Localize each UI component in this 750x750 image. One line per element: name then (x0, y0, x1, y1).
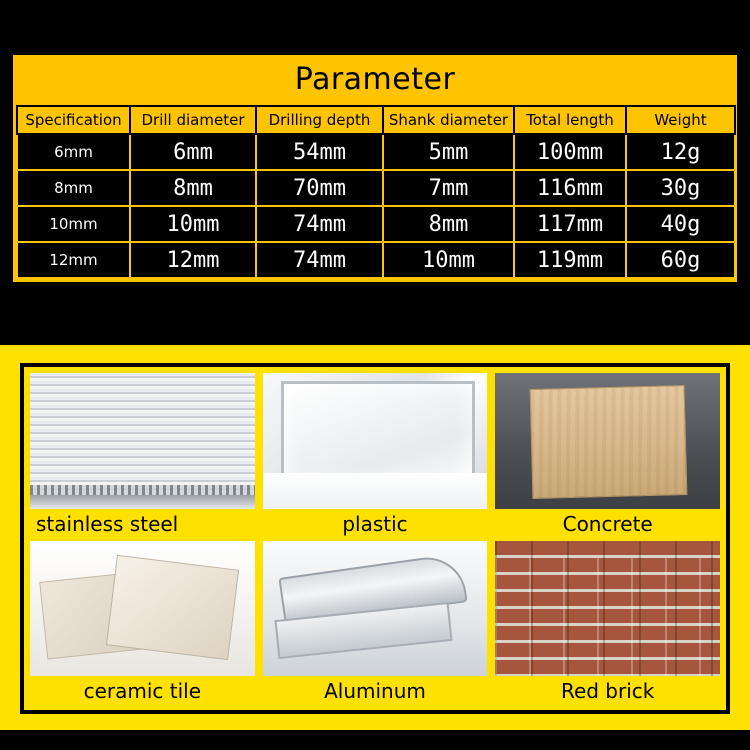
table-row (17, 170, 735, 206)
application-item-plastic (263, 373, 488, 537)
cell-specification: 12mm (17, 242, 130, 278)
column-header-drilling-depth: Drilling depth (256, 106, 383, 134)
cell-drill-diameter: 8mm (130, 170, 256, 206)
aluminum-photo (263, 541, 488, 677)
cell-total-length: 100mm (514, 134, 626, 170)
table-row (17, 242, 735, 278)
cell-shank-diameter: 7mm (383, 170, 514, 206)
column-header-weight: Weight (626, 106, 735, 134)
column-header-specification: Specification (17, 106, 130, 134)
cell-drill-diameter: 12mm (130, 242, 256, 278)
application-label: Red brick (560, 679, 655, 703)
cell-weight: 60g (626, 242, 735, 278)
concrete-photo (495, 373, 720, 509)
cell-specification: 8mm (17, 170, 130, 206)
cell-drilling-depth: 70mm (256, 170, 383, 206)
application-label: stainless steel (36, 511, 179, 536)
cell-total-length: 117mm (514, 206, 626, 242)
cell-drilling-depth: 74mm (256, 206, 383, 242)
applications-grid (30, 373, 720, 704)
cell-weight: 30g (626, 170, 735, 206)
application-item-ceramic-tile (30, 541, 255, 705)
cell-specification: 6mm (17, 134, 130, 170)
application-item-stainless-steel (30, 373, 255, 537)
application-label: Aluminum (324, 679, 426, 703)
table-row (17, 206, 735, 242)
table-header-row (17, 106, 735, 134)
application-item-concrete (495, 373, 720, 537)
application-label: plastic (342, 511, 408, 536)
applications-frame (20, 363, 730, 714)
column-header-shank-diameter: Shank diameter (383, 106, 514, 134)
plastic-photo (263, 373, 488, 509)
parameter-section (13, 55, 737, 282)
application-label: ceramic tile (83, 679, 202, 703)
ceramic-tile-photo (30, 541, 255, 677)
page-title: Parameter (294, 62, 456, 97)
application-label: Concrete (562, 511, 653, 536)
cell-specification: 10mm (17, 206, 130, 242)
cell-drilling-depth: 74mm (256, 242, 383, 278)
cell-shank-diameter: 5mm (383, 134, 514, 170)
cell-shank-diameter: 8mm (383, 206, 514, 242)
table-row (17, 134, 735, 170)
column-header-drill-diameter: Drill diameter (130, 106, 256, 134)
cell-drilling-depth: 54mm (256, 134, 383, 170)
cell-weight: 40g (626, 206, 735, 242)
cell-total-length: 119mm (514, 242, 626, 278)
parameter-table (16, 105, 736, 279)
stainless-steel-photo (30, 373, 255, 509)
cell-drill-diameter: 10mm (130, 206, 256, 242)
cell-drill-diameter: 6mm (130, 134, 256, 170)
application-item-aluminum (263, 541, 488, 705)
applications-section (0, 345, 750, 730)
column-header-total-length: Total length (514, 106, 626, 134)
application-item-red-brick (495, 541, 720, 705)
red-brick-photo (495, 541, 720, 677)
cell-total-length: 116mm (514, 170, 626, 206)
cell-shank-diameter: 10mm (383, 242, 514, 278)
cell-weight: 12g (626, 134, 735, 170)
